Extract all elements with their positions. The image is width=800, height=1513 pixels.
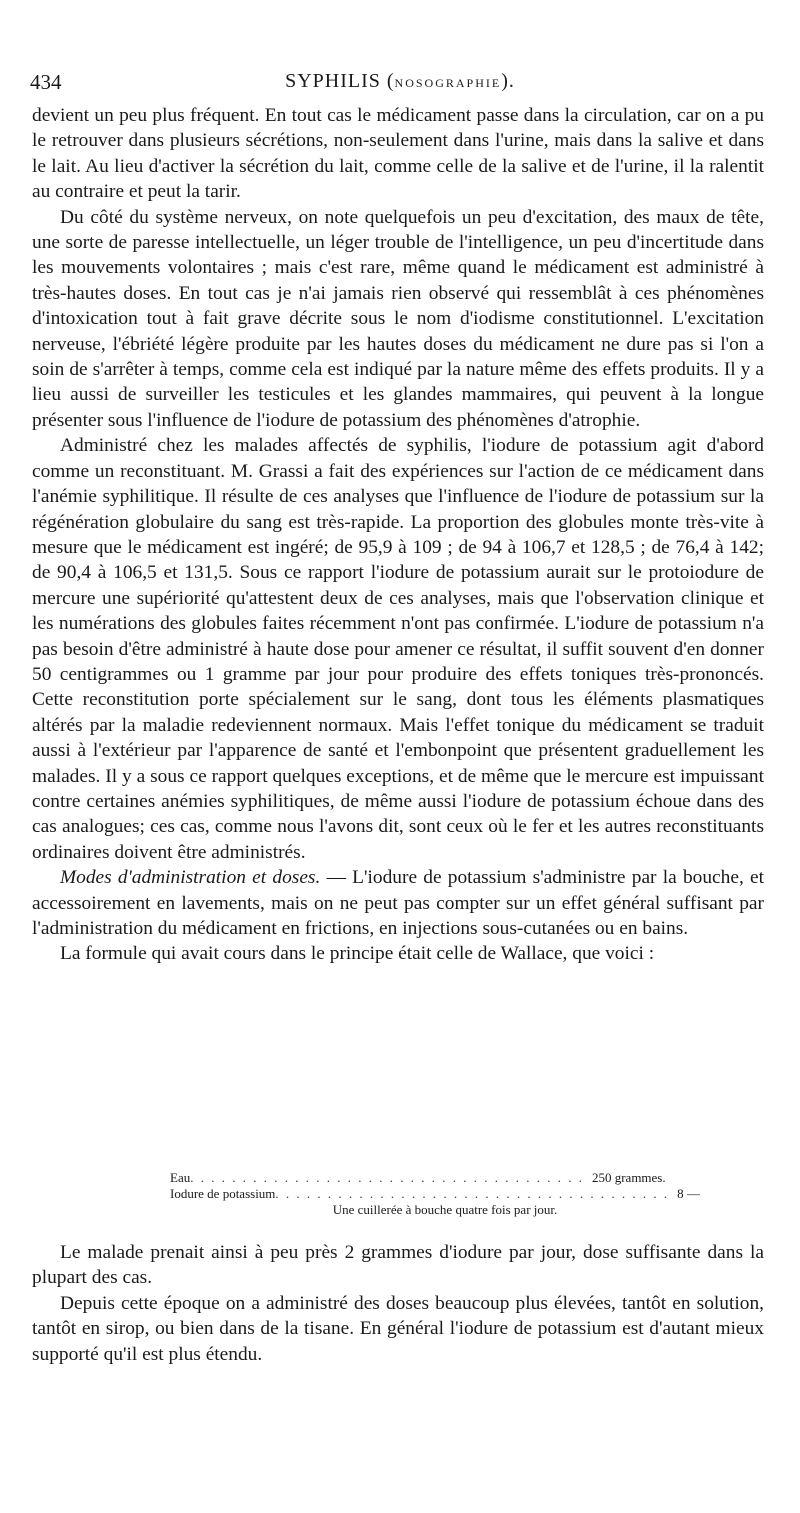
formula-row bbox=[170, 1186, 700, 1202]
formula-leader-dots: . . . . . . . . . . . . . . . . . . . . . . . . . . . . . . . . . . . . . . bbox=[190, 1170, 584, 1185]
modes-text: — L'iodure de potassium s'administre par la bouche, et accessoirement en lavements, mais on ne peut pas compter sur un effet général suffisant par l'administration du médicament en frictions, en injections sous-cutanées ou en bains. bbox=[32, 867, 765, 939]
formula-ingredient: Eau bbox=[170, 1170, 191, 1185]
modes-heading: Modes d'administration et doses. bbox=[60, 867, 321, 889]
paragraph-modes bbox=[32, 865, 764, 941]
paragraph-daily-dose: Le malade prenait ainsi à peu près 2 grammes d'iodure par jour, dose suffisante dans la plupart des cas. bbox=[32, 1242, 764, 1289]
paragraph-higher-doses: Depuis cette époque on a administré des doses beaucoup plus élevées, tantôt en solution, tantôt en sirop, ou bien dans de la tisane. En général l'iodure de potassium est d'autant mieux supporté qu'il est plus étendu. bbox=[32, 1292, 764, 1365]
page-header bbox=[30, 70, 770, 100]
wallace-formula bbox=[170, 1170, 700, 1218]
formula-intro: La formule qui avait cours dans le principe était celle de Wallace, que voici : bbox=[60, 943, 655, 965]
formula-ingredient: Iodure de potassium bbox=[170, 1186, 276, 1201]
formula-note: Une cuillerée à bouche quatre fois par jour. bbox=[332, 1202, 558, 1217]
paragraph-nervous-system: Du côté du système nerveux, on note quelquefois un peu d'excitation, des maux de tête, une sorte de paresse intellectuelle, un léger trouble de l'intelligence, un peu d'incertitude dans les mouvements volontaires ; mais c'est rare, même quand le médicament est administré à très-hautes doses. En tout cas je n'ai jamais rien observé qui ressemblât à ces phénomènes d'intoxication tout à fait grave décrite sous le nom d'iodisme constitutionnel. L'excitation nerveuse, l'ébriété légère produite par les hautes doses du médicament ne dure pas si l'on a soin de s'arrêter à temps, comme cela est indiqué par la nature même des effets produits. Il y a lieu aussi de surveiller les testicules et les glandes mammaires, qui peuvent à la longue présenter sous l'influence de l'iodure de potassium des phénomènes d'atrophie. bbox=[32, 206, 764, 431]
page-number: 434 bbox=[30, 70, 62, 94]
paragraph-circulation: devient un peu plus fréquent. En tout cas le médicament passe dans la circulation, car on a pu le retrouver dans plusieurs sécrétions, non-seulement dans l'urine, mais dans la salive et dans le lait. Au lieu d'activer la sécrétion du lait, comme celle de la salive et de l'urine, il la ralentit au contraire et peut la tarir. bbox=[32, 105, 764, 203]
formula-quantity: 8 — bbox=[677, 1186, 700, 1201]
formula-quantity: 250 grammes. bbox=[591, 1170, 666, 1185]
running-title-end: ). bbox=[501, 70, 515, 92]
running-title-main: SYPHILIS ( bbox=[285, 70, 395, 92]
running-title bbox=[30, 70, 770, 93]
formula-row bbox=[170, 1170, 666, 1186]
closing-text bbox=[32, 1240, 764, 1367]
running-title-small: NOSOGRAPHIE bbox=[394, 76, 502, 90]
formula-leader-dots: . . . . . . . . . . . . . . . . . . . . . . . . . . . . . . . . . . . . . . bbox=[275, 1186, 670, 1201]
paragraph-reconstituant: Administré chez les malades affectés de syphilis, l'iodure de potassium agit d'abord comme un reconstituant. M. Grassi a fait des expériences sur l'action de ce médicament dans l'anémie syphilitique. Il résulte de ces analyses que l'influence de l'iodure de potassium sur la régénération globulaire du sang est très-rapide. La proportion des globules monte très-vite à mesure que le médicament est ingéré; de 95,9 à 109 ; de 94 à 106,7 et 128,5 ; de 76,4 à 142; de 90,4 à 106,5 et 131,5. Sous ce rapport l'iodure de potassium aurait sur le protoiodure de mercure une supériorité qu'attestent deux de ces analyses, mais que l'observation clinique et les numérations des globules faites récemment n'ont pas confirmée. L'iodure de potassium n'a pas besoin d'être administré à haute dose pour amener ce résultat, il suffit souvent d'en donner 50 centigrammes ou 1 gramme par jour pour produire des effets toniques très-prononcés. Cette reconstitution porte spécialement sur le sang, dont tous les éléments plasmatiques altérés par la maladie redeviennent normaux. Mais l'effet tonique du médicament se traduit aussi à l'extérieur par l'apparence de santé et l'embonpoint que présentent graduellement les malades. Il y a sous ce rapport quelques exceptions, et de même que le mercure est impuissant contre certaines anémies syphilitiques, de même aussi l'iodure de potassium échoue dans des cas analogues; ces cas, comme nous l'avons dit, sont ceux où le fer et les autres reconstituants ordinaires doivent être administrés. bbox=[32, 435, 764, 863]
main-text bbox=[32, 103, 764, 967]
